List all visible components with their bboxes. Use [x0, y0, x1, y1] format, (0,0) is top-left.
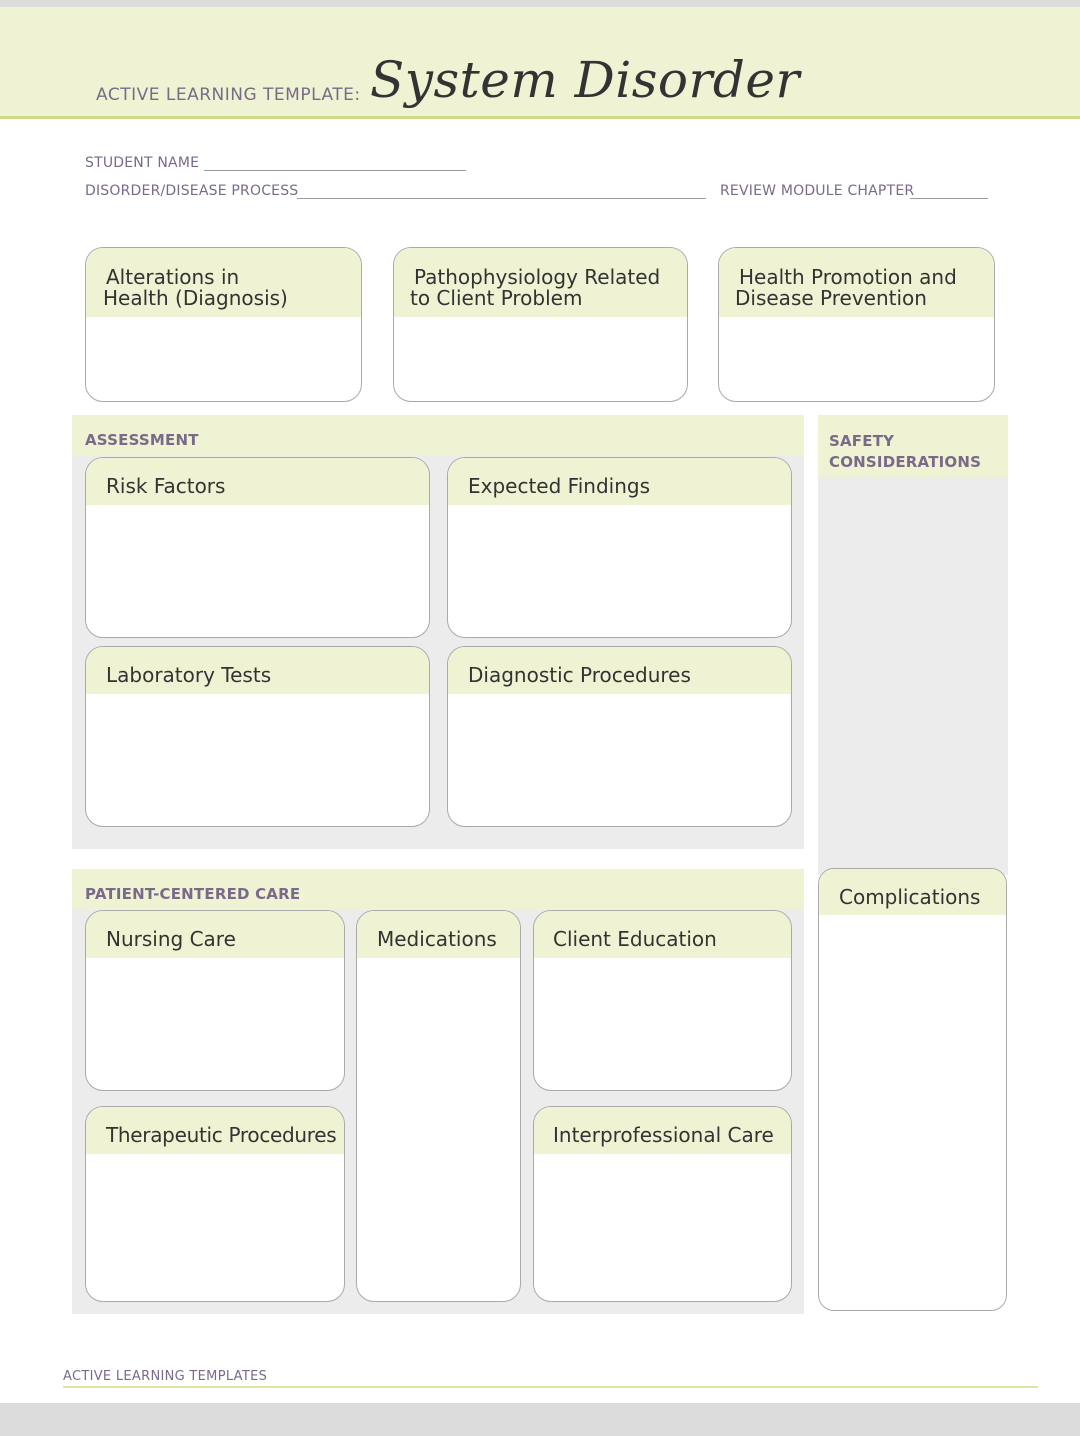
pathophysiology-heading-line1: Pathophysiology Related: [414, 265, 661, 289]
health-promotion-box[interactable]: [718, 247, 995, 402]
review-module-chapter-field[interactable]: [910, 198, 988, 199]
student-name-field[interactable]: [204, 170, 466, 171]
safety-heading-line1: SAFETY: [829, 432, 895, 450]
alterations-in-health-heading: [86, 248, 361, 317]
assessment-heading: ASSESSMENT: [72, 415, 804, 456]
alterations-heading-line1: Alterations in: [106, 265, 240, 289]
client-education-box[interactable]: [533, 910, 792, 1091]
diagnostic-procedures-box[interactable]: [447, 646, 792, 827]
complications-heading: Complications: [819, 869, 1006, 915]
client-education-heading: Client Education: [534, 911, 791, 958]
diagnostic-procedures-heading: Diagnostic Procedures: [448, 647, 791, 694]
medications-box[interactable]: [356, 910, 521, 1302]
page-title: System Disorder: [370, 51, 800, 109]
expected-findings-box[interactable]: [447, 457, 792, 638]
complications-box[interactable]: [818, 868, 1007, 1311]
footer-divider: [63, 1386, 1038, 1388]
health-promotion-heading-line1: Health Promotion and: [739, 265, 957, 289]
laboratory-tests-heading: Laboratory Tests: [86, 647, 429, 694]
risk-factors-heading: Risk Factors: [86, 458, 429, 505]
disorder-process-field[interactable]: [297, 198, 706, 199]
safety-heading-line2: CONSIDERATIONS: [829, 453, 982, 471]
review-module-chapter-label: REVIEW MODULE CHAPTER: [720, 183, 915, 199]
expected-findings-heading: Expected Findings: [448, 458, 791, 505]
patient-centered-care-heading: PATIENT-CENTERED CARE: [72, 869, 804, 910]
footer-text: ACTIVE LEARNING TEMPLATES: [63, 1369, 268, 1384]
safety-considerations-heading: [818, 415, 1008, 477]
alterations-in-health-box[interactable]: [85, 247, 362, 402]
risk-factors-box[interactable]: [85, 457, 430, 638]
health-promotion-heading: [719, 248, 994, 317]
health-promotion-heading-line2: Disease Prevention: [735, 286, 927, 310]
interprofessional-care-box[interactable]: [533, 1106, 792, 1302]
pathophysiology-box[interactable]: [393, 247, 688, 402]
nursing-care-box[interactable]: [85, 910, 345, 1091]
therapeutic-procedures-heading: Therapeutic Procedures: [86, 1107, 344, 1154]
header-prefix: ACTIVE LEARNING TEMPLATE:: [96, 85, 361, 105]
interprofessional-care-heading: Interprofessional Care: [534, 1107, 791, 1154]
therapeutic-procedures-box[interactable]: [85, 1106, 345, 1302]
safety-considerations-panel: [818, 415, 1008, 875]
nursing-care-heading: Nursing Care: [86, 911, 344, 958]
template-page: [0, 7, 1080, 1403]
student-name-label: STUDENT NAME: [85, 155, 200, 171]
alterations-heading-line2: Health (Diagnosis): [103, 286, 288, 310]
medications-heading: Medications: [357, 911, 520, 958]
pathophysiology-heading: [394, 248, 687, 317]
pathophysiology-heading-line2: to Client Problem: [410, 286, 583, 310]
disorder-process-label: DISORDER/DISEASE PROCESS: [85, 183, 299, 199]
laboratory-tests-box[interactable]: [85, 646, 430, 827]
header-band: [0, 7, 1080, 119]
